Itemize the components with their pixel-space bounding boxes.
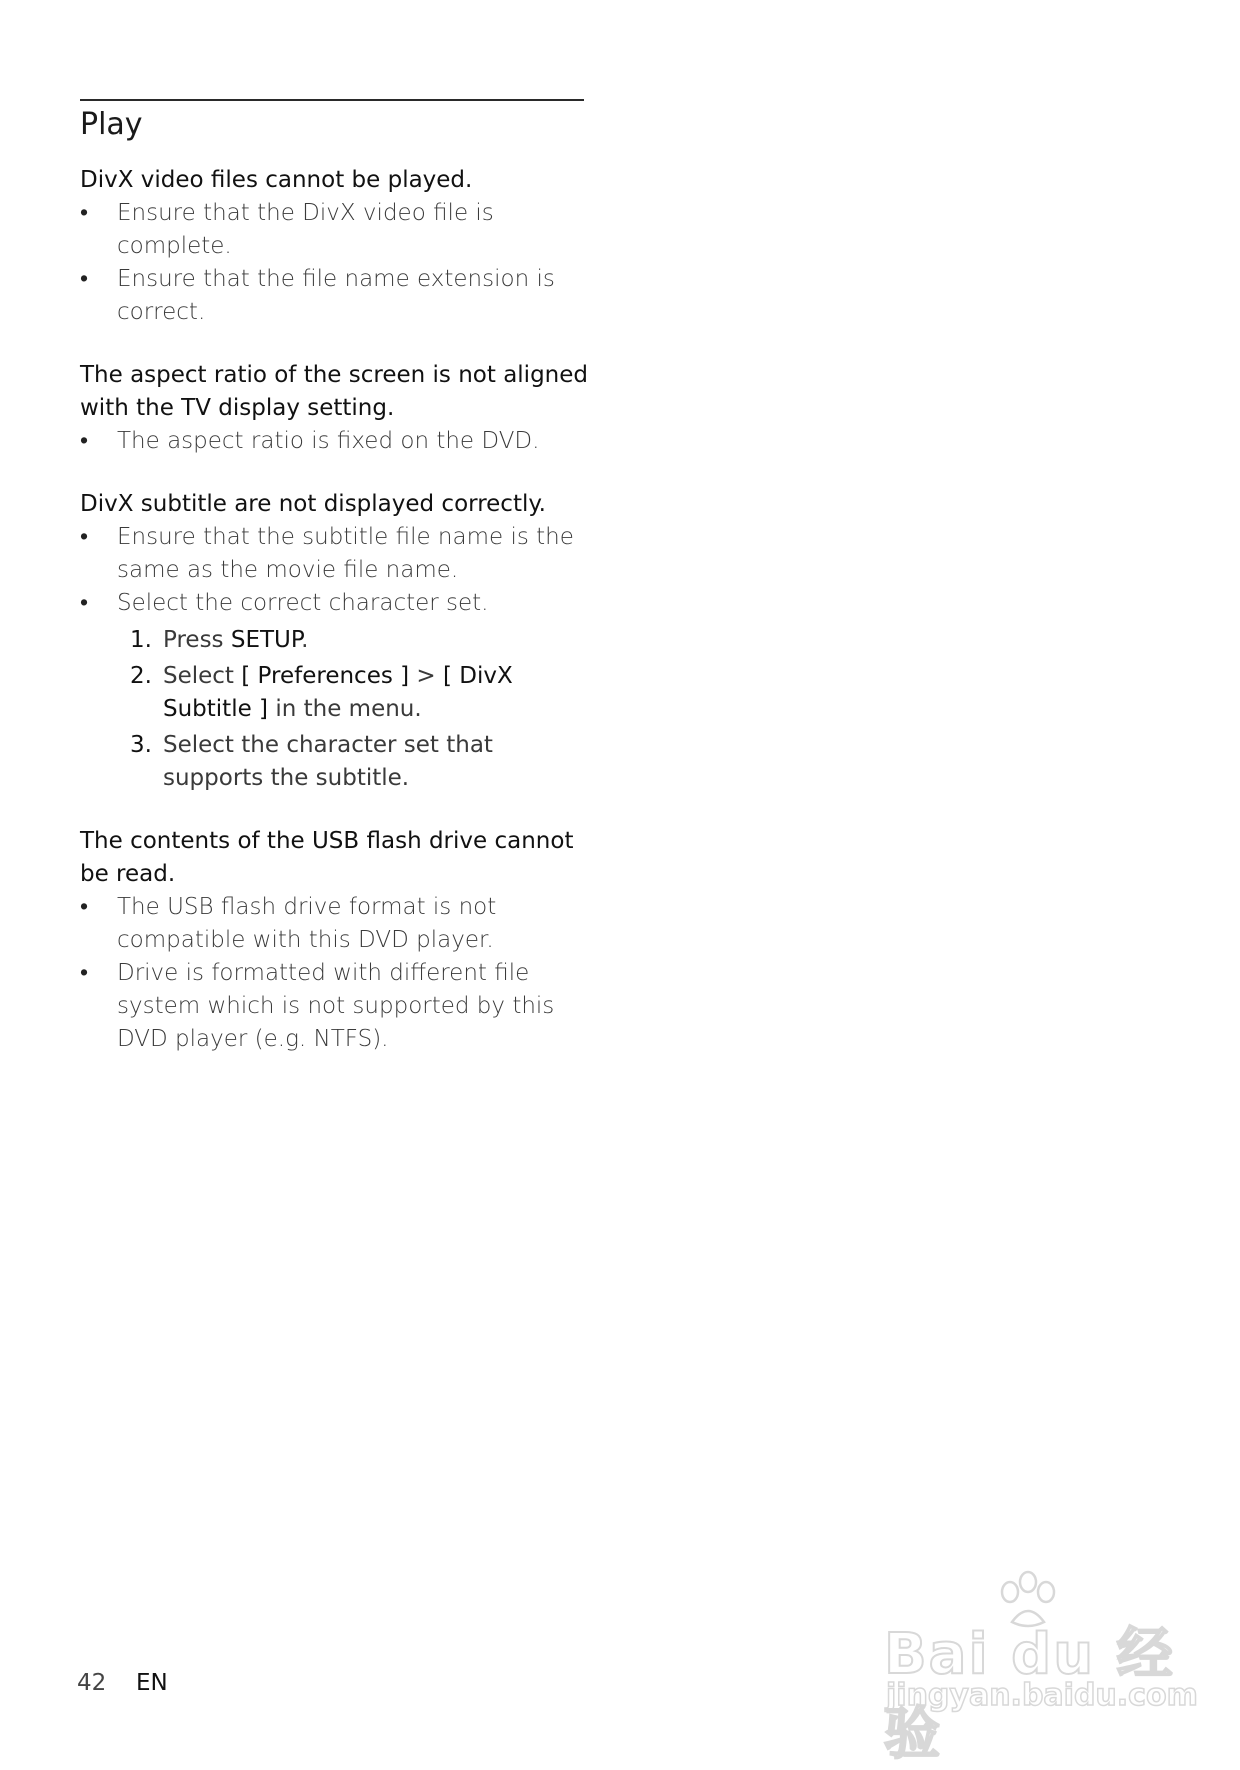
language-label: EN	[136, 1670, 168, 1696]
step-text: Select the character set that supports the subtitle.	[163, 732, 493, 791]
solution-list	[80, 521, 590, 620]
issue-heading: DivX video files cannot be played.	[80, 167, 473, 193]
solution-text: Ensure that the subtitle file name is the same as the movie file name.	[117, 524, 574, 583]
page-number: 42	[77, 1670, 107, 1696]
issue-heading: The aspect ratio of the screen is not aligned with the TV display setting.	[80, 362, 588, 421]
solution-item	[80, 521, 590, 587]
bullet-icon: •	[80, 200, 89, 226]
issue-block	[80, 825, 590, 1056]
solution-item	[80, 587, 590, 620]
bullet-icon: •	[80, 894, 89, 920]
solution-item	[80, 263, 590, 329]
menu-label: [ Preferences ]	[241, 663, 410, 689]
solution-list	[80, 891, 590, 1056]
step-number: 2.	[130, 663, 152, 689]
section-title: Play	[80, 107, 143, 142]
watermark-text: Bai du 经验	[884, 1622, 1175, 1767]
step-item	[80, 729, 590, 795]
troubleshooting-content	[80, 164, 590, 1086]
step-number: 1.	[130, 627, 152, 653]
solution-text: Select the correct character set.	[117, 590, 489, 616]
solution-item	[80, 425, 590, 458]
issue-block	[80, 164, 590, 329]
bullet-icon: •	[80, 960, 89, 986]
watermark-logo	[880, 1570, 1198, 1767]
solution-item	[80, 197, 590, 263]
step-item	[80, 624, 590, 657]
step-list	[80, 624, 590, 795]
section-rule	[80, 99, 584, 101]
issue-block	[80, 488, 590, 795]
issue-heading: The contents of the USB flash drive cannot be read.	[80, 828, 574, 887]
key-label: SETUP	[230, 627, 302, 653]
solution-text: Ensure that the DivX video file is complete.	[117, 200, 494, 259]
solution-text: Drive is formatted with different file system which is not supported by this DVD player (e.g. NTFS).	[117, 960, 555, 1052]
bullet-icon: •	[80, 266, 89, 292]
solution-text: Ensure that the file name extension is correct.	[117, 266, 555, 325]
solution-text: The USB flash drive format is not compatible with this DVD player.	[117, 894, 497, 953]
solution-list	[80, 425, 590, 458]
bullet-icon: •	[80, 524, 89, 550]
menu-label: [ DivX Subtitle ]	[163, 663, 513, 722]
bullet-icon: •	[80, 428, 89, 454]
bullet-icon: •	[80, 590, 89, 616]
step-text: in the menu.	[268, 696, 422, 722]
step-text: .	[301, 627, 309, 653]
issue-block	[80, 359, 590, 458]
solution-text: The aspect ratio is fixed on the DVD.	[117, 428, 540, 454]
step-text: >	[409, 663, 444, 689]
step-text: Press	[163, 627, 231, 653]
solution-item	[80, 891, 590, 957]
step-item	[80, 660, 590, 726]
issue-heading: DivX subtitle are not displayed correctly.	[80, 491, 546, 517]
solution-item	[80, 957, 590, 1056]
step-text: Select	[163, 663, 242, 689]
step-number: 3.	[130, 732, 152, 758]
watermark-url: jingyan.baidu.com	[886, 1678, 1198, 1713]
solution-list	[80, 197, 590, 329]
